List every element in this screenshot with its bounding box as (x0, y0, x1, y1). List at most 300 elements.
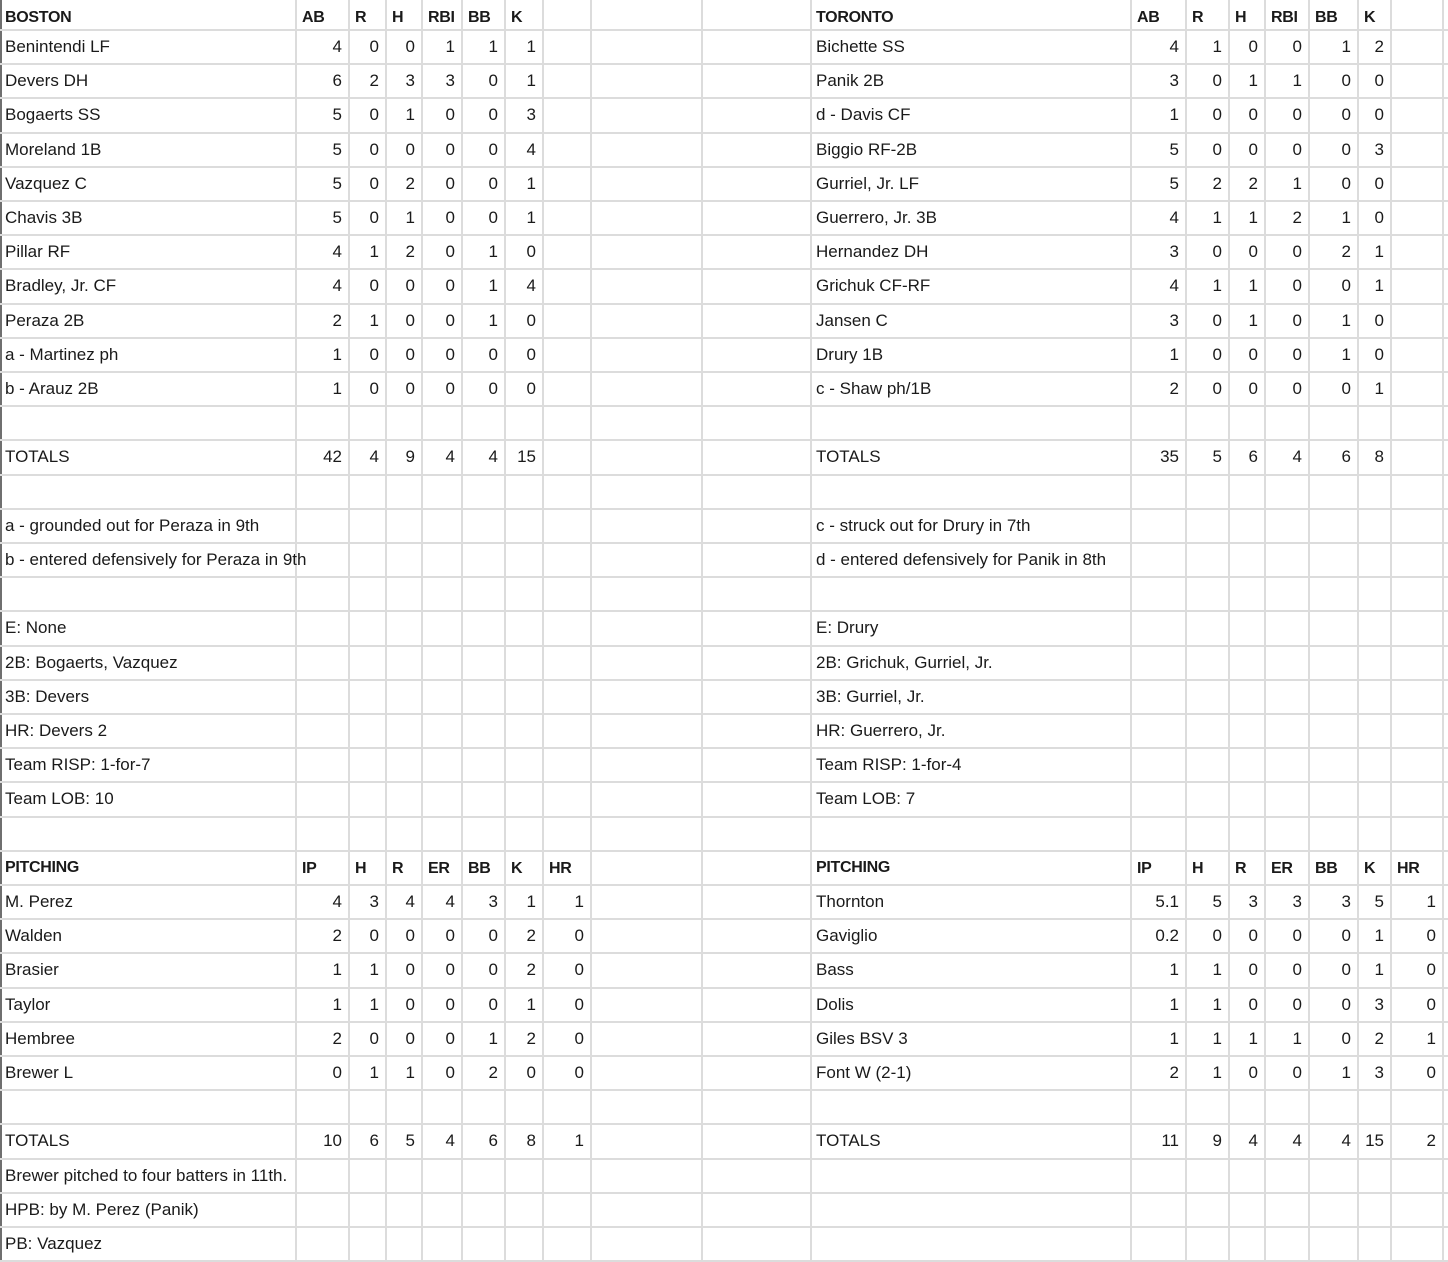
pitching-total-stat: 4 (1341, 1131, 1351, 1151)
game-note: E: None (5, 618, 67, 638)
batter-stat: 0 (369, 344, 379, 364)
pitcher-stat: 0 (1292, 960, 1302, 980)
batter-stat: 4 (332, 276, 342, 296)
pitcher-stat: 0 (574, 926, 584, 946)
batting-total-stat: 15 (517, 447, 536, 467)
batter-stat: 0 (488, 379, 498, 398)
batting-column-header: H (1235, 9, 1247, 26)
pitcher-stat: 3 (1374, 1063, 1384, 1082)
batter-stat: 0 (1248, 379, 1258, 398)
pitcher-stat: 1 (1292, 1028, 1302, 1048)
pitching-column-header: HR (549, 859, 572, 877)
pitcher-stat: 1 (574, 892, 584, 911)
batter-name: Drury 1B (816, 344, 884, 364)
batter-stat: 3 (1374, 139, 1384, 159)
pitcher-stat: 0 (405, 1028, 415, 1048)
batter-stat: 0 (445, 344, 455, 364)
batter-stat: 0 (445, 173, 455, 193)
batting-total-stat: 6 (1341, 447, 1351, 467)
pitcher-stat: 2 (526, 1028, 536, 1048)
pitcher-stat: 4 (332, 892, 342, 911)
batter-stat: 4 (526, 276, 536, 296)
batter-stat: 0 (1292, 37, 1302, 56)
batter-stat: 0 (488, 71, 498, 91)
pitching-total-stat: 15 (1365, 1131, 1384, 1151)
substitution-note: d - entered defensively for Panik in 8th (816, 550, 1107, 569)
pitcher-stat: 0 (445, 1063, 455, 1082)
batter-stat: 0 (1341, 276, 1351, 296)
batter-name: Chavis 3B (5, 208, 83, 227)
batter-stat: 0 (1248, 139, 1258, 159)
batter-stat: 2 (1341, 242, 1351, 262)
batter-stat: 0 (488, 139, 498, 159)
batter-stat: 1 (369, 242, 379, 262)
batter-stat: 1 (1169, 105, 1179, 125)
batting-totals-label: TOTALS (816, 447, 881, 467)
batter-name: Bichette SS (816, 37, 905, 56)
pitching-totals-label: TOTALS (816, 1131, 881, 1151)
batter-stat: 0 (1292, 344, 1302, 364)
batter-stat: 0 (369, 379, 379, 398)
pitcher-stat: 4 (445, 892, 455, 911)
pitching-column-header: HR (1397, 859, 1420, 877)
pitcher-stat: 0 (1426, 960, 1436, 980)
pitcher-stat: 2 (1374, 1028, 1384, 1048)
substitution-note: c - struck out for Drury in 7th (816, 515, 1031, 535)
pitcher-stat: 1 (369, 1063, 379, 1082)
batter-stat: 0 (405, 37, 415, 56)
batter-stat: 4 (1169, 276, 1179, 296)
pitcher-stat: 1 (332, 994, 342, 1014)
batter-stat: 0 (1374, 105, 1384, 125)
batter-stat: 1 (526, 71, 536, 91)
pitcher-stat: 5 (1212, 892, 1222, 911)
pitching-column-header: ER (428, 859, 450, 877)
batter-stat: 0 (1248, 242, 1258, 262)
batter-stat: 0 (445, 379, 455, 398)
pitcher-stat: 0 (526, 1063, 536, 1082)
pitcher-stat: 3 (1374, 994, 1384, 1014)
batter-stat: 5 (332, 208, 342, 227)
pitcher-stat: 0 (1341, 960, 1351, 980)
batting-total-stat: 42 (323, 447, 342, 467)
game-note: HR: Devers 2 (5, 721, 108, 740)
pitching-note: HPB: by M. Perez (Panik) (5, 1199, 199, 1219)
batter-stat: 0 (488, 105, 498, 125)
batter-stat: 0 (1341, 105, 1351, 125)
batter-stat: 3 (445, 71, 455, 91)
batter-stat: 1 (1374, 379, 1384, 398)
batter-stat: 2 (332, 310, 342, 330)
batter-stat: 1 (1374, 276, 1384, 296)
batter-name: Biggio RF-2B (816, 139, 918, 159)
pitching-total-stat: 9 (1212, 1131, 1222, 1151)
batter-stat: 0 (369, 105, 379, 125)
batter-stat: 0 (488, 208, 498, 227)
pitching-total-stat: 2 (1426, 1131, 1436, 1151)
pitching-column-header: BB (468, 859, 491, 877)
batter-stat: 5 (332, 139, 342, 159)
pitcher-stat: 1 (1212, 1063, 1222, 1082)
batting-column-header: K (511, 9, 523, 26)
pitching-column-header: BB (1315, 859, 1338, 877)
batter-stat: 5 (332, 173, 342, 193)
pitcher-stat: 0 (1426, 926, 1436, 946)
batter-stat: 0 (1374, 310, 1384, 330)
batting-column-header: AB (302, 9, 325, 26)
pitcher-stat: 3 (369, 892, 379, 911)
pitcher-stat: 2 (332, 1028, 342, 1048)
pitcher-stat: 0 (369, 926, 379, 946)
pitcher-stat: 1 (1212, 994, 1222, 1014)
batter-stat: 4 (1169, 208, 1179, 227)
batter-stat: 1 (1248, 208, 1258, 227)
batter-stat: 0 (1292, 242, 1302, 262)
batting-column-header: K (1364, 9, 1376, 26)
substitution-note: a - grounded out for Peraza in 9th (5, 515, 260, 535)
pitching-total-stat: 5 (405, 1131, 415, 1151)
batter-stat: 2 (1292, 208, 1302, 227)
batter-stat: 0 (1292, 379, 1302, 398)
pitcher-stat: 0 (405, 994, 415, 1014)
batter-name: Devers DH (5, 71, 89, 91)
pitcher-stat: 0 (1292, 1063, 1302, 1082)
pitcher-name: Walden (5, 926, 63, 946)
pitcher-stat: 1 (1169, 1028, 1179, 1048)
grid-column-line (701, 0, 703, 1262)
batter-stat: 1 (488, 37, 498, 56)
batter-name: Bradley, Jr. CF (5, 276, 117, 296)
batter-stat: 0 (488, 173, 498, 193)
pitcher-stat: 0 (1426, 994, 1436, 1014)
batter-stat: 0 (1212, 344, 1222, 364)
batter-name: Hernandez DH (816, 242, 929, 262)
batter-stat: 0 (445, 310, 455, 330)
batter-stat: 1 (332, 379, 342, 398)
pitcher-stat: 0 (574, 960, 584, 980)
batter-stat: 0 (1248, 105, 1258, 125)
batter-stat: 1 (405, 105, 415, 125)
batter-stat: 0 (445, 139, 455, 159)
pitcher-stat: 5.1 (1155, 892, 1179, 911)
pitcher-stat: 0 (574, 1028, 584, 1048)
pitcher-stat: 1 (1426, 1028, 1436, 1048)
batting-column-header: R (1192, 9, 1204, 26)
game-note: 3B: Gurriel, Jr. (816, 686, 925, 706)
pitcher-stat: 0 (488, 960, 498, 980)
batter-stat: 0 (445, 105, 455, 125)
pitcher-stat: 4 (405, 892, 415, 911)
pitcher-stat: 0 (445, 994, 455, 1014)
batter-stat: 2 (1212, 173, 1222, 193)
pitching-total-stat: 4 (445, 1131, 455, 1151)
batter-stat: 1 (1292, 71, 1302, 91)
pitcher-stat: 0 (488, 926, 498, 946)
pitcher-stat: 2 (488, 1063, 498, 1082)
batter-stat: 3 (1169, 310, 1179, 330)
pitcher-stat: 1 (369, 960, 379, 980)
pitcher-stat: 0 (445, 1028, 455, 1048)
batter-stat: 3 (1169, 242, 1179, 262)
pitcher-stat: 0 (332, 1063, 342, 1082)
pitching-note: PB: Vazquez (5, 1234, 103, 1253)
batting-totals-label: TOTALS (5, 447, 70, 467)
game-note: HR: Guerrero, Jr. (816, 721, 946, 740)
batter-stat: 0 (445, 242, 455, 262)
batter-stat: 1 (526, 173, 536, 193)
pitcher-stat: 1 (488, 1028, 498, 1048)
pitcher-stat: 0 (405, 926, 415, 946)
batting-column-header: RBI (1271, 9, 1298, 26)
pitching-column-header: R (392, 859, 404, 877)
batting-total-stat: 5 (1212, 447, 1222, 467)
batter-name: c - Shaw ph/1B (816, 379, 932, 398)
pitcher-name: Dolis (816, 994, 854, 1014)
pitcher-stat: 1 (526, 994, 536, 1014)
pitching-column-header: IP (302, 859, 317, 877)
pitcher-stat: 1 (332, 960, 342, 980)
pitching-column-header: ER (1271, 859, 1293, 877)
batter-stat: 2 (1374, 37, 1384, 56)
pitcher-stat: 0 (488, 994, 498, 1014)
batter-stat: 1 (1212, 208, 1222, 227)
batter-stat: 0 (405, 344, 415, 364)
batter-name: Jansen C (816, 310, 888, 330)
pitcher-stat: 0.2 (1155, 926, 1179, 946)
batter-stat: 0 (526, 379, 536, 398)
batter-stat: 0 (1292, 139, 1302, 159)
pitcher-name: Brasier (5, 960, 59, 980)
game-note: Team LOB: 10 (5, 789, 114, 809)
batter-name: a - Martinez ph (5, 344, 119, 364)
batting-total-stat: 4 (369, 447, 379, 467)
batter-stat: 0 (369, 37, 379, 56)
batting-total-stat: 4 (488, 447, 498, 467)
batter-stat: 0 (405, 310, 415, 330)
pitching-total-stat: 10 (323, 1131, 342, 1151)
batter-stat: 0 (445, 208, 455, 227)
team-name-header: BOSTON (5, 9, 72, 26)
batter-name: Moreland 1B (5, 139, 102, 159)
pitching-column-header: K (511, 859, 523, 877)
batter-stat: 1 (488, 310, 498, 330)
batter-stat: 1 (1248, 276, 1258, 296)
batter-stat: 0 (1292, 105, 1302, 125)
pitcher-stat: 0 (1212, 926, 1222, 946)
pitcher-stat: 1 (1169, 994, 1179, 1014)
batter-stat: 1 (1341, 310, 1351, 330)
pitching-header: PITCHING (816, 858, 891, 876)
batter-stat: 0 (1374, 344, 1384, 364)
batter-stat: 0 (1341, 71, 1351, 91)
pitcher-stat: 5 (1374, 892, 1384, 911)
batter-stat: 0 (369, 173, 379, 193)
batter-stat: 1 (1374, 242, 1384, 262)
batter-stat: 1 (488, 242, 498, 262)
batter-stat: 0 (369, 139, 379, 159)
batter-stat: 1 (1212, 276, 1222, 296)
batting-column-header: BB (468, 9, 491, 26)
batter-stat: 1 (369, 310, 379, 330)
pitcher-stat: 0 (445, 960, 455, 980)
batter-stat: 1 (1292, 173, 1302, 193)
batter-stat: 0 (1248, 37, 1258, 56)
batting-column-header: BB (1315, 9, 1338, 26)
pitcher-stat: 3 (1248, 892, 1258, 911)
pitching-total-stat: 1 (574, 1131, 584, 1151)
pitcher-stat: 1 (1341, 1063, 1351, 1082)
batter-stat: 2 (1169, 379, 1179, 398)
pitcher-stat: 1 (526, 892, 536, 911)
batter-stat: 0 (1212, 242, 1222, 262)
batter-stat: 0 (1212, 105, 1222, 125)
batter-stat: 0 (445, 276, 455, 296)
pitcher-name: Hembree (5, 1028, 75, 1048)
pitcher-name: Brewer L (5, 1063, 74, 1082)
game-note: E: Drury (816, 618, 879, 638)
batter-stat: 0 (1212, 139, 1222, 159)
pitcher-stat: 1 (1374, 960, 1384, 980)
pitcher-stat: 1 (1248, 1028, 1258, 1048)
pitcher-stat: 3 (1341, 892, 1351, 911)
game-note: Team RISP: 1-for-4 (816, 755, 962, 775)
batter-stat: 0 (1374, 173, 1384, 193)
game-note: 2B: Bogaerts, Vazquez (5, 652, 178, 672)
pitcher-stat: 0 (1341, 994, 1351, 1014)
batter-name: Vazquez C (5, 173, 87, 193)
batting-total-stat: 4 (445, 447, 455, 467)
batting-total-stat: 35 (1160, 447, 1179, 467)
pitcher-stat: 0 (445, 926, 455, 946)
batter-stat: 0 (526, 344, 536, 364)
pitching-total-stat: 6 (488, 1131, 498, 1151)
pitcher-stat: 2 (526, 926, 536, 946)
pitcher-stat: 0 (1341, 1028, 1351, 1048)
game-note: 3B: Devers (5, 686, 90, 706)
batter-stat: 4 (332, 37, 342, 56)
pitching-column-header: IP (1137, 859, 1152, 877)
batter-stat: 4 (332, 242, 342, 262)
pitcher-stat: 0 (574, 1063, 584, 1082)
team-name-header: TORONTO (816, 9, 894, 26)
batting-total-stat: 4 (1292, 447, 1302, 467)
batter-name: Guerrero, Jr. 3B (816, 208, 937, 227)
batting-column-header: R (355, 9, 367, 26)
batter-stat: 0 (526, 242, 536, 262)
pitcher-stat: 1 (1426, 892, 1436, 911)
pitcher-stat: 0 (1248, 926, 1258, 946)
pitcher-stat: 0 (405, 960, 415, 980)
batter-name: Grichuk CF-RF (816, 276, 931, 296)
batter-stat: 1 (526, 208, 536, 227)
pitcher-stat: 1 (1169, 960, 1179, 980)
batter-stat: 0 (1292, 276, 1302, 296)
pitcher-stat: 0 (369, 1028, 379, 1048)
batter-stat: 1 (1341, 208, 1351, 227)
batter-stat: 5 (1169, 139, 1179, 159)
batter-stat: 1 (1248, 71, 1258, 91)
pitcher-stat: 2 (1169, 1063, 1179, 1082)
pitcher-stat: 0 (1248, 1063, 1258, 1082)
pitcher-stat: 1 (1212, 960, 1222, 980)
batter-stat: 0 (1212, 71, 1222, 91)
batting-column-header: RBI (428, 9, 455, 26)
batter-name: Benintendi LF (5, 37, 110, 56)
batter-stat: 4 (526, 139, 536, 159)
batter-stat: 1 (1341, 344, 1351, 364)
batter-stat: 5 (1169, 173, 1179, 193)
batter-stat: 0 (1292, 310, 1302, 330)
batter-stat: 3 (526, 105, 536, 125)
batter-stat: 0 (1341, 379, 1351, 398)
game-note: Team RISP: 1-for-7 (5, 755, 151, 775)
batter-stat: 1 (332, 344, 342, 364)
batter-name: Peraza 2B (5, 310, 85, 330)
batter-stat: 0 (1341, 173, 1351, 193)
batter-stat: 2 (405, 173, 415, 193)
batter-stat: 1 (488, 276, 498, 296)
batter-stat: 6 (332, 71, 342, 91)
pitcher-stat: 1 (369, 994, 379, 1014)
pitcher-name: Taylor (5, 994, 51, 1014)
batter-stat: 2 (369, 71, 379, 91)
pitcher-name: M. Perez (5, 892, 74, 911)
batter-name: b - Arauz 2B (5, 379, 99, 398)
game-note: 2B: Grichuk, Gurriel, Jr. (816, 652, 993, 672)
batter-stat: 0 (1212, 310, 1222, 330)
batter-name: Bogaerts SS (5, 105, 101, 125)
pitcher-stat: 1 (405, 1063, 415, 1082)
batter-stat: 1 (405, 208, 415, 227)
batter-stat: 1 (445, 37, 455, 56)
pitching-column-header: K (1364, 859, 1376, 877)
batter-stat: 0 (526, 310, 536, 330)
batter-stat: 4 (1169, 37, 1179, 56)
batter-name: Panik 2B (816, 71, 885, 91)
pitcher-stat: 0 (1292, 926, 1302, 946)
batter-stat: 1 (1169, 344, 1179, 364)
pitcher-stat: 0 (1426, 1063, 1436, 1082)
game-note: Team LOB: 7 (816, 789, 916, 809)
pitching-note: Brewer pitched to four batters in 11th. (5, 1165, 288, 1185)
pitching-total-stat: 8 (526, 1131, 536, 1151)
pitcher-name: Gaviglio (816, 926, 878, 946)
batter-stat: 1 (1341, 37, 1351, 56)
batter-stat: 2 (1248, 173, 1258, 193)
batting-column-header: AB (1137, 9, 1160, 26)
pitching-column-header: H (1192, 859, 1204, 877)
pitcher-name: Bass (816, 960, 854, 980)
pitching-totals-label: TOTALS (5, 1131, 70, 1151)
batter-stat: 0 (1248, 344, 1258, 364)
pitching-column-header: R (1235, 859, 1247, 877)
batter-stat: 0 (488, 344, 498, 364)
pitching-column-header: H (355, 859, 367, 877)
pitcher-stat: 0 (1248, 994, 1258, 1014)
pitching-header: PITCHING (5, 858, 80, 876)
pitcher-name: Giles BSV 3 (816, 1028, 908, 1048)
batter-stat: 0 (1341, 139, 1351, 159)
pitcher-stat: 0 (1341, 926, 1351, 946)
batting-column-header: H (392, 9, 404, 26)
batter-stat: 3 (1169, 71, 1179, 91)
batter-stat: 0 (405, 139, 415, 159)
pitching-total-stat: 11 (1161, 1131, 1179, 1151)
batter-stat: 5 (332, 105, 342, 125)
batter-stat: 0 (369, 276, 379, 296)
batter-stat: 1 (1248, 310, 1258, 330)
pitcher-stat: 3 (488, 892, 498, 911)
